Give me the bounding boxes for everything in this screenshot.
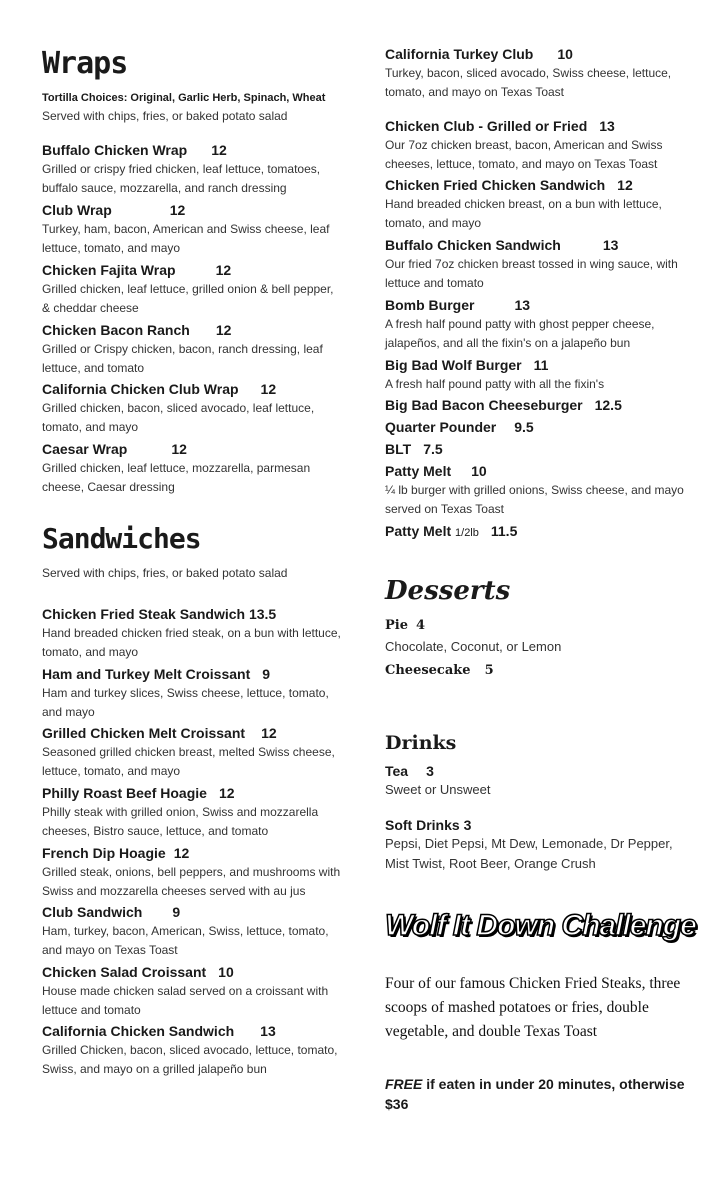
item-description: Grilled or crispy fried chicken, leaf lettuce, tomatoes, buffalo sauce, mozzarella, and ranch dressing — [42, 162, 321, 195]
item-name: Quarter Pounder — [385, 419, 497, 435]
item-description: Grilled chicken, leaf lettuce, mozzarella, parmesan cheese, Caesar dressing — [42, 461, 311, 494]
item-description: Grilled chicken, leaf lettuce, grilled onion & bell pepper, & cheddar cheese — [42, 282, 334, 315]
item-price: 12 — [171, 441, 187, 457]
item-description: A fresh half pound patty with ghost pepper cheese, jalapeños, and all the fixin's on a jalapeño bun — [385, 317, 655, 350]
item-name: Club Sandwich — [42, 904, 143, 920]
item-name: Bomb Burger — [385, 297, 475, 313]
challenge-terms — [385, 1074, 685, 1114]
item-price: 5 — [484, 663, 494, 678]
item-name: Tea — [385, 763, 409, 779]
item-description: Grilled chicken, bacon, sliced avocado, leaf lettuce, tomato, and mayo — [42, 401, 315, 434]
item-price: 12 — [215, 262, 232, 278]
item-price: 10 — [471, 463, 487, 479]
dessert-item — [385, 618, 695, 657]
item-price: 12.5 — [594, 397, 622, 413]
item-options: Chocolate, Coconut, or Lemon — [385, 639, 562, 654]
item-price: 11.5 — [490, 523, 518, 539]
item-description: Turkey, bacon, sliced avocado, Swiss cheese, lettuce, tomato, and mayo on Texas Toast — [385, 66, 672, 99]
item-name: Patty Melt — [385, 523, 452, 539]
item-price: 11 — [533, 357, 549, 373]
item-price: 9.5 — [514, 419, 534, 435]
item-description: Philly steak with grilled onion, Swiss and mozzarella cheeses, Bistro sauce, lettuce, and tomato — [42, 805, 319, 838]
menu-item — [385, 418, 695, 436]
item-name: Chicken Fried Steak Sandwich — [42, 606, 246, 622]
item-name: Soft Drinks — [385, 817, 460, 833]
item-price: 13 — [599, 118, 615, 134]
item-description: Our 7oz chicken breast, bacon, American and Swiss cheeses, lettuce, tomato, and mayo on Texas Toast — [385, 138, 663, 171]
menu-item — [385, 236, 695, 293]
sandwiches-served-with: Served with chips, fries, or baked potato salad — [42, 566, 288, 580]
item-price: 7.5 — [423, 441, 443, 457]
item-price: 4 — [416, 618, 426, 633]
menu-item — [385, 176, 695, 233]
menu-item — [42, 903, 342, 960]
dessert-item — [385, 663, 695, 678]
wraps-heading: Wraps — [42, 46, 128, 81]
item-price: 3 — [426, 763, 434, 779]
item-price: 10 — [557, 46, 573, 62]
item-price: 9 — [172, 904, 181, 920]
menu-item — [385, 356, 695, 394]
item-name: Grilled Chicken Melt Croissant — [42, 725, 246, 741]
item-description: House made chicken salad served on a croissant with lettuce and tomato — [42, 984, 329, 1017]
menu-item — [42, 784, 342, 841]
item-name: California Turkey Club — [385, 46, 534, 62]
challenge-terms-text: if eaten in under 20 minutes, otherwise $36 — [385, 1076, 685, 1112]
item-description: Grilled Chicken, bacon, sliced avocado, lettuce, tomato, Swiss, and mayo on a grilled jalapeño bun — [42, 1043, 338, 1076]
item-name: Pie — [385, 618, 408, 633]
menu-item — [42, 201, 342, 258]
menu-item — [385, 296, 695, 353]
menu-item — [42, 380, 342, 437]
item-price: 12 — [169, 202, 186, 218]
item-description: Ham, turkey, bacon, American, Swiss, lettuce, tomato, and mayo on Texas Toast — [42, 924, 329, 957]
item-description: Seasoned grilled chicken breast, melted Swiss cheese, lettuce, tomato, and mayo — [42, 745, 335, 778]
item-name: California Chicken Club Wrap — [42, 381, 239, 397]
item-description: Ham and turkey slices, Swiss cheese, lettuce, tomato, and mayo — [42, 686, 329, 719]
item-name: Philly Roast Beef Hoagie — [42, 785, 207, 801]
drink-item — [385, 762, 695, 800]
item-name: French Dip Hoagie — [42, 845, 166, 861]
item-description: Turkey, ham, bacon, American and Swiss cheese, leaf lettuce, tomato, and mayo — [42, 222, 330, 255]
item-price: 12 — [260, 381, 277, 397]
item-name: Patty Melt — [385, 463, 452, 479]
menu-item — [385, 396, 695, 414]
menu-item — [42, 665, 342, 722]
item-name: Ham and Turkey Melt Croissant — [42, 666, 251, 682]
item-price: 13.5 — [248, 606, 277, 622]
item-description: Grilled or Crispy chicken, bacon, ranch dressing, leaf lettuce, and tomato — [42, 342, 323, 375]
item-name: Chicken Salad Croissant — [42, 964, 207, 980]
item-name: Club Wrap — [42, 202, 112, 218]
free-label: FREE — [385, 1076, 423, 1092]
challenge-heading: Wolf It Down Challenge — [385, 909, 696, 942]
item-description: Our fried 7oz chicken breast tossed in wing sauce, with lettuce and tomato — [385, 257, 678, 290]
item-price: 3 — [463, 817, 472, 833]
item-price: 12 — [215, 322, 232, 338]
item-price: 12 — [261, 725, 277, 741]
menu-item — [42, 605, 342, 662]
menu-item — [385, 522, 695, 542]
item-name: Chicken Bacon Ranch — [42, 322, 190, 338]
drinks-heading: Drinks — [385, 732, 457, 754]
item-name: BLT — [385, 441, 412, 457]
menu-item — [385, 462, 695, 519]
item-price: 12 — [211, 142, 227, 158]
item-name: Buffalo Chicken Sandwich — [385, 237, 561, 253]
item-name: Buffalo Chicken Wrap — [42, 142, 188, 158]
item-description: Hand breaded chicken fried steak, on a bun with lettuce, tomato, and mayo — [42, 626, 341, 659]
menu-item — [385, 440, 695, 458]
item-price: 13 — [602, 237, 619, 253]
menu-item — [42, 963, 342, 1020]
sandwiches-heading: Sandwiches — [42, 522, 201, 555]
menu-item — [42, 440, 342, 497]
menu-item — [42, 141, 342, 198]
menu-item — [385, 45, 695, 102]
item-price: 10 — [218, 964, 234, 980]
item-price: 13 — [514, 297, 531, 313]
item-name: Chicken Fajita Wrap — [42, 262, 176, 278]
item-description: Grilled steak, onions, bell peppers, and mushrooms with Swiss and mozzarella cheeses served with au jus — [42, 865, 341, 898]
item-name: Caesar Wrap — [42, 441, 128, 457]
menu-item — [42, 724, 342, 781]
item-size: 1/2lb — [455, 527, 479, 539]
menu-item — [42, 321, 342, 378]
item-options: Sweet or Unsweet — [385, 782, 491, 797]
desserts-heading: Desserts — [385, 576, 511, 606]
item-description: ¼ lb burger with grilled onions, Swiss cheese, and mayo served on Texas Toast — [385, 483, 684, 516]
item-description: A fresh half pound patty with all the fixin's — [385, 377, 605, 391]
drink-item — [385, 816, 695, 874]
item-price: 12 — [617, 177, 633, 193]
item-price: 13 — [260, 1023, 276, 1039]
menu-item — [42, 261, 342, 318]
tortilla-choices: Tortilla Choices: Original, Garlic Herb, Spinach, Wheat — [42, 92, 326, 104]
menu-item — [385, 117, 695, 174]
item-name: Chicken Fried Chicken Sandwich — [385, 177, 606, 193]
item-price: 9 — [262, 666, 271, 682]
wraps-served-with: Served with chips, fries, or baked potato salad — [42, 109, 288, 123]
item-price: 12 — [218, 785, 235, 801]
item-name: Big Bad Bacon Cheeseburger — [385, 397, 583, 413]
challenge-description: Four of our famous Chicken Fried Steaks, three scoops of mashed potatoes or fries, double vegetable, and double Texas Toast — [385, 975, 681, 1040]
item-name: California Chicken Sandwich — [42, 1023, 235, 1039]
item-price: 12 — [173, 845, 190, 861]
item-name: Cheesecake — [385, 663, 471, 678]
item-name: Chicken Club - Grilled or Fried — [385, 118, 588, 134]
item-description: Hand breaded chicken breast, on a bun with lettuce, tomato, and mayo — [385, 197, 662, 230]
item-options: Pepsi, Diet Pepsi, Mt Dew, Lemonade, Dr Pepper, Mist Twist, Root Beer, Orange Crush — [385, 836, 673, 871]
menu-item — [42, 1022, 342, 1079]
menu-item — [42, 844, 342, 901]
item-name: Big Bad Wolf Burger — [385, 357, 522, 373]
